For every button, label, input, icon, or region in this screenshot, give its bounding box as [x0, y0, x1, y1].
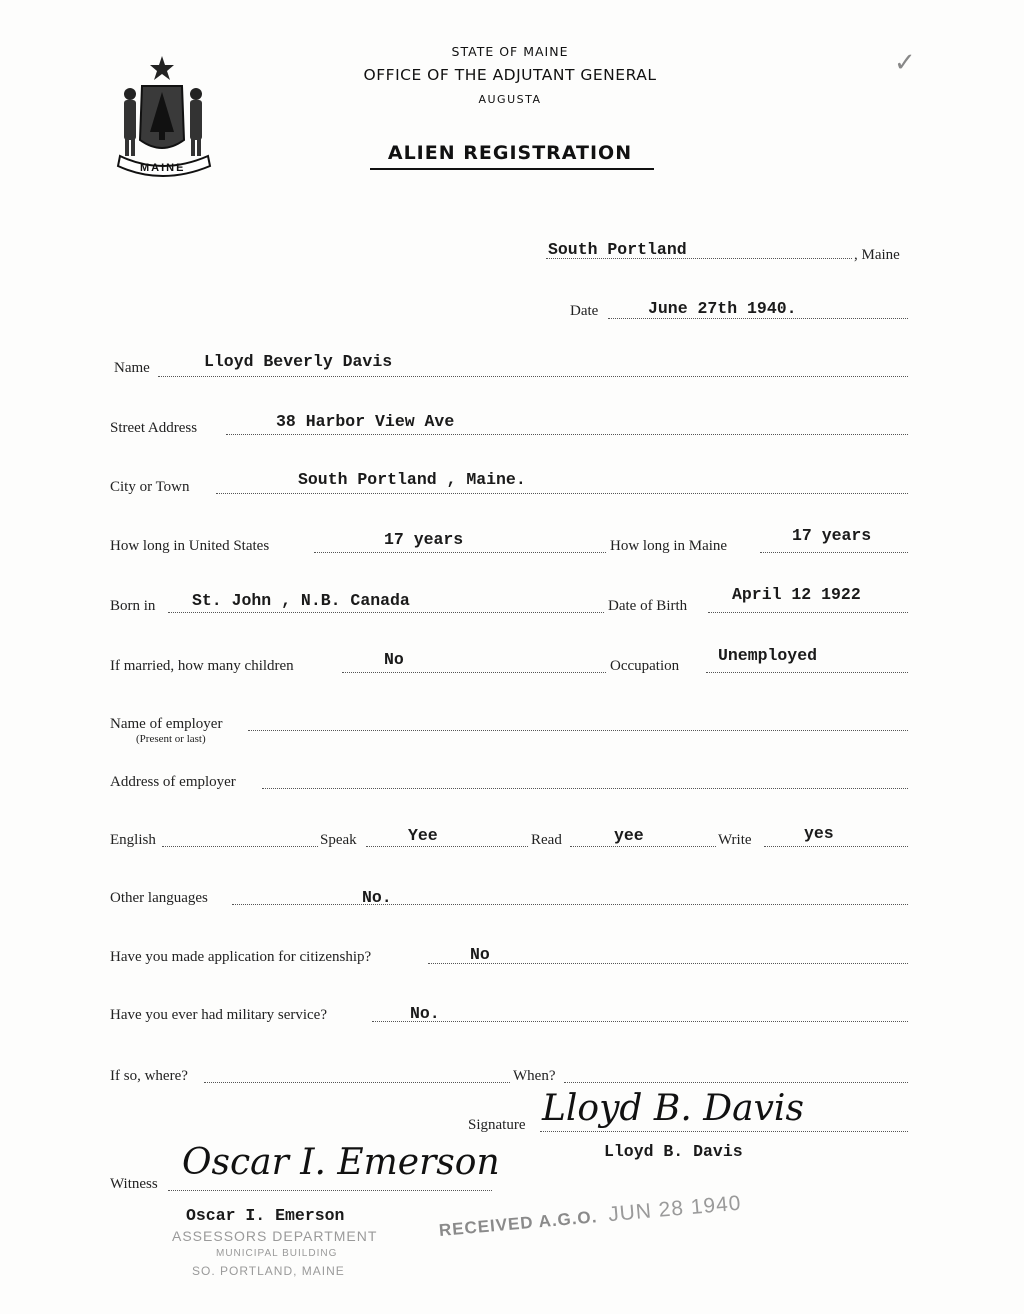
signature-label: Signature: [468, 1117, 526, 1133]
signature-handwritten: Lloyd B. Davis: [542, 1088, 804, 1129]
children-line: [342, 672, 606, 673]
read-line: [570, 846, 716, 847]
english-label: English: [110, 832, 156, 848]
employer-line: [248, 730, 908, 731]
other-languages-value: No.: [362, 888, 392, 907]
street-label: Street Address: [110, 420, 198, 436]
other-languages-label: Other languages: [110, 890, 208, 906]
speak-label: Speak: [320, 832, 357, 848]
children-value: No: [384, 650, 404, 669]
when-line: [564, 1082, 908, 1083]
assessors-stamp-line3: SO. PORTLAND, MAINE: [192, 1264, 345, 1278]
us-duration-value: 17 years: [384, 530, 464, 549]
english-line: [162, 846, 318, 847]
citizenship-value: No: [470, 945, 490, 964]
place-value: South Portland: [548, 240, 687, 259]
name-label: Name: [114, 360, 150, 376]
write-line: [764, 846, 908, 847]
citizenship-label: Have you made application for citizenship?: [110, 949, 372, 965]
maine-duration-value: 17 years: [792, 526, 872, 545]
employer-label: Name of employer: [110, 716, 223, 732]
where-line: [204, 1082, 510, 1083]
assessors-stamp-line2: MUNICIPAL BUILDING: [216, 1248, 338, 1259]
witness-label: Witness: [110, 1176, 158, 1192]
date-label: Date: [570, 303, 599, 319]
write-value: yes: [804, 824, 834, 843]
received-stamp: [438, 1192, 743, 1242]
date-line: [608, 318, 908, 319]
city-label: City or Town: [110, 479, 190, 495]
dob-value: April 12 1922: [732, 585, 861, 604]
city-line: [216, 493, 908, 494]
witness-line: [168, 1190, 492, 1191]
street-line: [226, 434, 908, 435]
dob-line: [708, 612, 908, 613]
birthplace-value: St. John , N.B. Canada: [192, 591, 410, 610]
read-label: Read: [531, 832, 562, 848]
us-duration-label: How long in United States: [110, 538, 270, 554]
name-line: [158, 376, 908, 377]
date-value: June 27th 1940.: [648, 299, 797, 318]
received-stamp-prefix: RECEIVED A.G.O.: [438, 1207, 599, 1241]
form-title: ALIEN REGISTRATION: [387, 142, 633, 164]
dob-label: Date of Birth: [608, 598, 688, 614]
header-state: STATE OF MAINE: [451, 44, 569, 59]
maine-duration-line: [760, 552, 908, 553]
city-value: South Portland , Maine.: [298, 470, 526, 489]
occupation-value: Unemployed: [718, 646, 818, 665]
military-value: No.: [410, 1004, 440, 1023]
maine-duration-label: How long in Maine: [610, 538, 728, 554]
us-duration-line: [314, 552, 606, 553]
witness-handwritten: Oscar I. Emerson: [182, 1142, 500, 1183]
when-label: When?: [513, 1068, 556, 1084]
received-stamp-date: JUN 28 1940: [607, 1191, 743, 1227]
write-label: Write: [718, 832, 752, 848]
military-label: Have you ever had military service?: [110, 1007, 327, 1023]
seal-banner-text: MAINE: [140, 162, 186, 174]
speak-line: [366, 846, 528, 847]
other-languages-line: [232, 904, 908, 905]
check-mark: ✓: [894, 48, 916, 78]
witness-typed: Oscar I. Emerson: [186, 1206, 345, 1225]
street-value: 38 Harbor View Ave: [276, 412, 455, 431]
employer-address-line: [262, 788, 908, 789]
birthplace-label: Born in: [110, 598, 156, 614]
place-line: [546, 258, 852, 259]
name-value: Lloyd Beverly Davis: [204, 352, 393, 371]
signature-typed: Lloyd B. Davis: [604, 1142, 743, 1161]
read-value: yee: [614, 826, 644, 845]
header-office: OFFICE OF THE ADJUTANT GENERAL: [363, 66, 657, 84]
assessors-stamp-line1: ASSESSORS DEPARTMENT: [172, 1228, 378, 1244]
occupation-line: [706, 672, 908, 673]
title-underline: [370, 168, 654, 170]
signature-line: [540, 1131, 908, 1132]
citizenship-line: [428, 963, 908, 964]
military-line: [372, 1021, 908, 1022]
employer-address-label: Address of employer: [110, 774, 236, 790]
children-label: If married, how many children: [110, 658, 294, 674]
place-suffix: , Maine: [854, 247, 900, 263]
employer-sublabel: (Present or last): [136, 733, 206, 745]
occupation-label: Occupation: [610, 658, 680, 674]
speak-value: Yee: [408, 826, 438, 845]
birthplace-line: [168, 612, 604, 613]
where-label: If so, where?: [110, 1068, 188, 1084]
header-city: AUGUSTA: [478, 93, 542, 106]
